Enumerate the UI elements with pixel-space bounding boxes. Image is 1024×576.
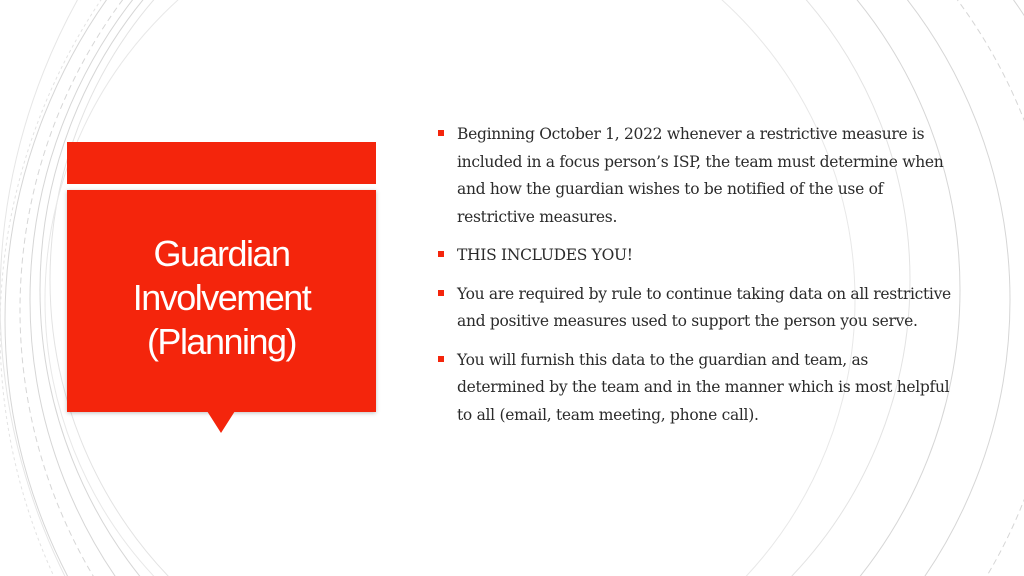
square-bullet-icon bbox=[438, 251, 444, 257]
bullet-text: Beginning October 1, 2022 whenever a restrictive measure is included in a focus person’s ISP, the team must determine when and how the guardian wishes to be notified of the use of restrictive measures. bbox=[457, 125, 944, 226]
bullet-item bbox=[437, 281, 957, 336]
title-box bbox=[67, 190, 376, 412]
square-bullet-icon bbox=[438, 290, 444, 296]
title-pointer-triangle bbox=[207, 411, 235, 433]
bullet-item bbox=[437, 121, 957, 231]
bullet-text: You will furnish this data to the guardian and team, as determined by the team and in the manner which is most helpful to all (email, team meeting, phone call). bbox=[457, 350, 950, 424]
bullet-list bbox=[437, 121, 957, 440]
slide-title bbox=[133, 232, 311, 364]
bullet-item bbox=[437, 242, 957, 270]
slide-title-line: Guardian bbox=[153, 233, 290, 274]
bullet-text: THIS INCLUDES YOU! bbox=[457, 246, 633, 264]
slide-title-line: (Planning) bbox=[146, 321, 297, 362]
square-bullet-icon bbox=[438, 356, 444, 362]
square-bullet-icon bbox=[438, 130, 444, 136]
title-accent-bar bbox=[67, 142, 376, 184]
bullet-item bbox=[437, 347, 957, 430]
slide-title-line: Involvement bbox=[132, 277, 311, 318]
bullet-text: You are required by rule to continue taking data on all restrictive and positive measures used to support the person you serve. bbox=[457, 284, 951, 330]
